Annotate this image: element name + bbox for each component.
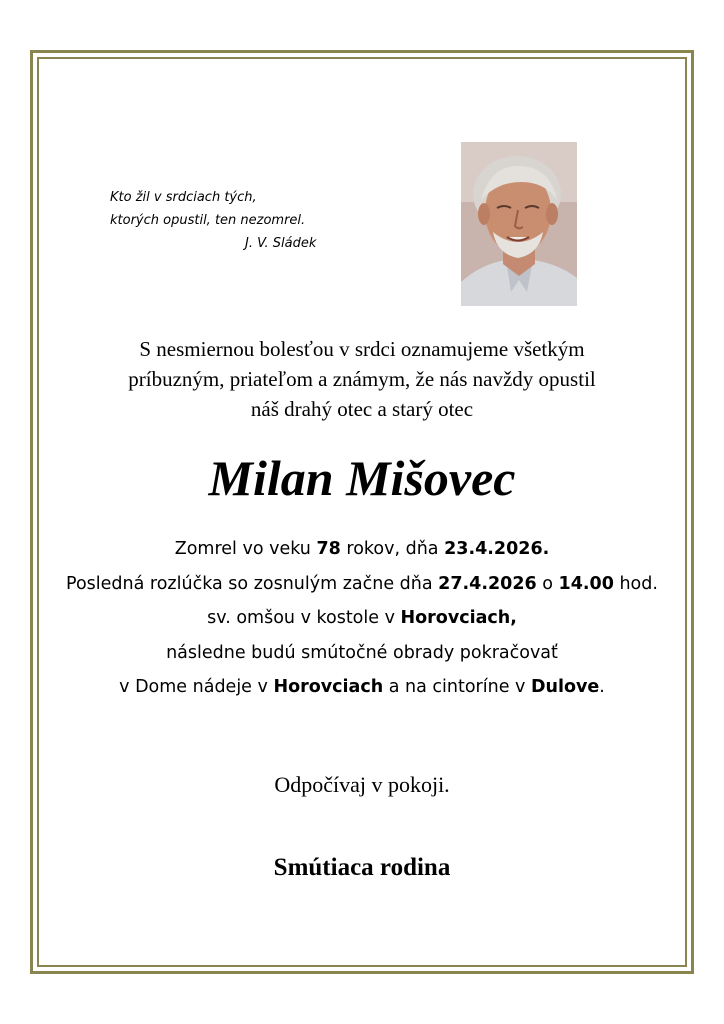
details-text: Posledná rozlúčka so zosnulým začne dňa (66, 573, 439, 594)
details-line-burial (37, 670, 687, 705)
announcement-line-1: S nesmiernou bolesťou v srdci oznamujeme všetkým (139, 337, 585, 361)
announcement-text (60, 334, 664, 424)
details-text: a na cintoríne v (383, 677, 531, 697)
details-line-ceremony (37, 636, 687, 671)
memorial-quote (110, 186, 350, 255)
quote-author: J. V. Sládek (245, 236, 317, 251)
announcement-line-3: náš drahý otec a starý otec (250, 397, 474, 421)
quote-line-1: Kto žil v srdciach tých, (110, 190, 257, 205)
grieving-family-signature: Smútiaca rodina (273, 854, 451, 881)
details-text: Zomrel vo veku (174, 539, 317, 559)
church-location: Horovciach, (400, 608, 517, 628)
portrait-photo (461, 142, 577, 306)
details-line-death (37, 532, 687, 567)
details-text: rokov, dňa (340, 539, 445, 559)
details-text: následne budú smútočné obrady pokračovať (166, 642, 558, 663)
details-text: v Dome nádeje v (119, 677, 274, 697)
deceased-name: Milan Mišovec (208, 450, 516, 506)
portrait-illustration (461, 142, 577, 306)
quote-line-2: ktorých opustil, ten nezomrel. (110, 213, 306, 228)
details-line-mass (37, 601, 687, 636)
funeral-details (37, 532, 687, 705)
rest-in-peace-text: Odpočívaj v pokoji. (274, 772, 450, 797)
details-line-farewell (37, 567, 687, 602)
details-text: sv. omšou v kostole v (207, 608, 401, 628)
death-date: 23.4.2026. (444, 539, 550, 559)
farewell-date: 27.4.2026 (438, 573, 537, 594)
farewell-time: 14.00 (558, 573, 614, 594)
details-text: o (536, 573, 559, 594)
house-of-hope-location: Horovciach (273, 677, 384, 697)
age-value: 78 (316, 539, 341, 559)
announcement-line-2: príbuzným, priateľom a známym, že nás navždy opustil (128, 367, 596, 391)
cemetery-location: Dulove (530, 677, 600, 697)
details-text: hod. (613, 573, 658, 594)
details-text: . (599, 677, 605, 697)
